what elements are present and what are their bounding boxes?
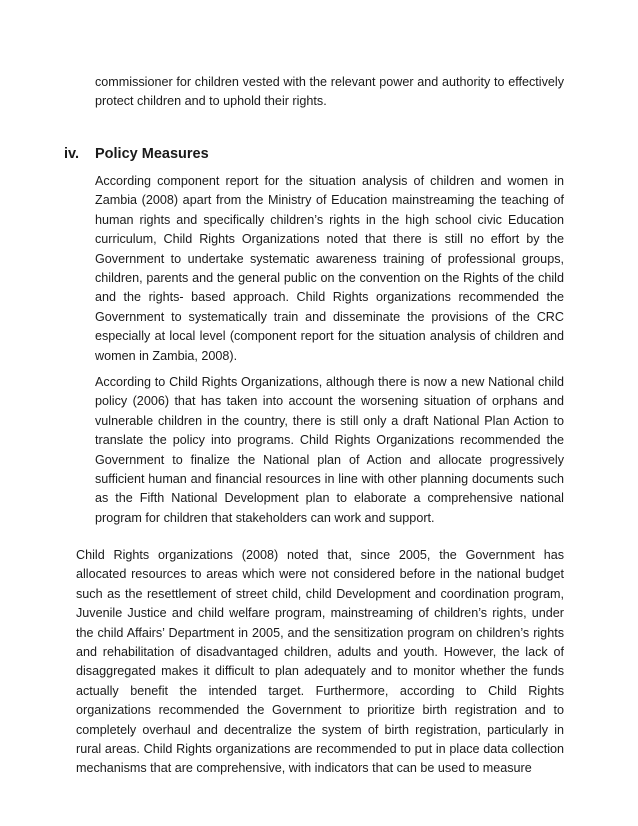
intro-paragraph: commissioner for children vested with the relevant power and authority to effectively protect children and to uphold their rights. (95, 75, 564, 109)
policy-paragraph-2: According to Child Rights Organizations, although there is now a new National child policy (2006) that has taken into account the worsening situation of orphans and vulnerable children in the country, there is still only a draft National Plan Action to translate the policy into programs. Child Rights Organizations recommended the Government to finalize the National plan of Action and allocate progressively sufficient human and financial resources in line with other planning documents such as the Fifth National Development plan to elaborate a comprehensive national program for children that stakeholders can work and support. (95, 375, 564, 525)
section-heading: Policy Measures (95, 146, 209, 162)
section-number: iv. (64, 146, 80, 162)
policy-paragraph-1: According component report for the situation analysis of children and women in Zambia (2008) apart from the Ministry of Education mainstreaming the teaching of human rights and specifically children’s rights in the high school civic Education curriculum, Child Rights Organizations noted that there is still no effort by the Government to undertake systematic awareness training of professional groups, children, parents and the general public on the convention on the Rights of the child and the rights- based approach. Child Rights organizations recommended the Government to systematically train and disseminate the provisions of the CRC especially at local level (component report for the situation analysis of children and women in Zambia, 2008). (95, 174, 564, 363)
policy-paragraph-3: Child Rights organizations (2008) noted that, since 2005, the Government has allocated resources to areas which were not considered before in the national budget such as the resettlement of street child, child Development and coordination program, Juvenile Justice and child welfare program, mainstreaming of children’s rights, under the child Affairs’ Department in 2005, and the sensitization program on children’s rights and rehabilitation of disadvantaged children, adults and youth. However, the lack of disaggregated makes it difficult to plan adequately and to monitor whether the funds actually benefit the intended target. Furthermore, according to Child Rights organizations recommended the Government to prioritize birth registration and to completely overhaul and decentralize the system of birth registration, particularly in rural areas. Child Rights organizations are recommended to put in place data collection mechanisms that are comprehensive, with indicators that can be used to measure (76, 548, 564, 776)
